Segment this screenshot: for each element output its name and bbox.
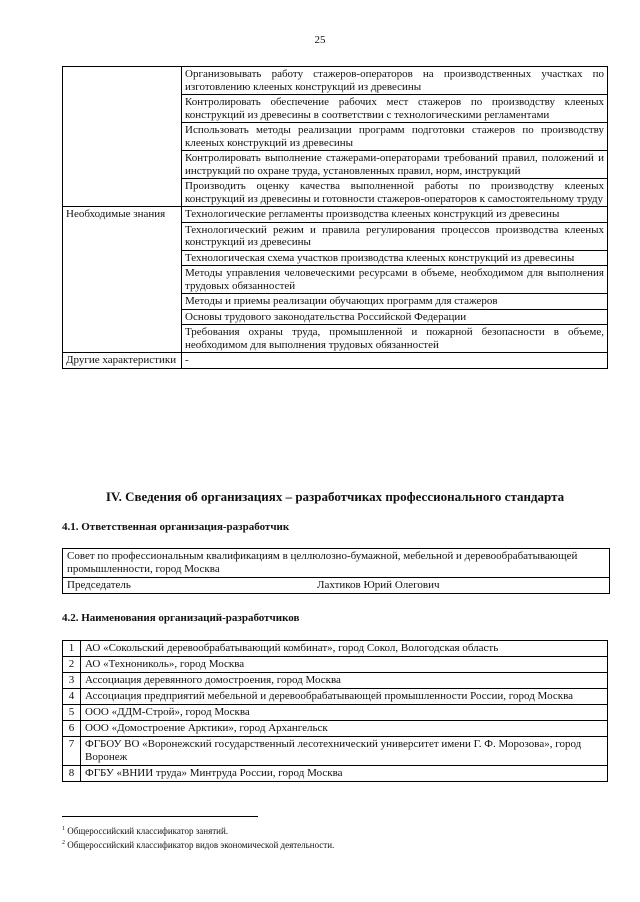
table-row <box>63 766 608 782</box>
table-row <box>63 705 608 721</box>
requirement-cell: Технологический режим и правила регулирования процессов производства клееных конструкций из древесины <box>182 222 608 250</box>
developer-name: ООО «Домостроение Арктики», город Архангельск <box>81 721 608 737</box>
requirement-cell: Использовать методы реализации программ подготовки стажеров по производству клееных конструкций из древесины <box>182 123 608 151</box>
developer-name: ФГБОУ ВО «Воронежский государственный лесотехнический университет имени Г. Ф. Морозова», город Воронеж <box>81 737 608 766</box>
responsible-org-representative <box>63 578 609 593</box>
page-number: 25 <box>314 34 326 46</box>
table-row <box>63 673 608 689</box>
section-title: IV. Сведения об организациях – разработчиках профессионального стандарта <box>105 489 565 504</box>
responsible-org-box <box>62 548 610 594</box>
table-row <box>63 689 608 705</box>
requirement-cell: Производить оценку качества выполненной работы по производству клееных конструкций из древесины и готовности стажеров-операторов к самостоятельному труду <box>182 179 608 207</box>
developer-name: ФГБУ «ВНИИ труда» Минтруда России, город Москва <box>81 766 608 782</box>
footnote-separator <box>62 816 258 817</box>
responsible-org-name: Совет по профессиональным квалификациям в целлюлозно-бумажной, мебельной и деревообрабатывающей промышленности, город Москва <box>63 549 609 578</box>
footnote <box>62 823 334 837</box>
developer-number: 3 <box>63 673 81 689</box>
requirement-cell: Технологические регламенты производства клееных конструкций из древесины <box>182 207 608 223</box>
requirements-table <box>62 66 608 369</box>
requirement-cell: - <box>182 353 608 369</box>
footnote-text: Общероссийский классификатор видов экономической деятельности. <box>67 840 335 850</box>
footnote <box>62 837 334 851</box>
requirement-cell: Технологическая схема участков производства клееных конструкций из древесины <box>182 250 608 266</box>
requirement-cell: Контролировать обеспечение рабочих мест стажеров по производству клееных конструкций из древесины в соответствии с технологическими регламентами <box>182 95 608 123</box>
other-characteristics-label: Другие характеристики <box>63 353 182 369</box>
requirement-cell: Требования охраны труда, промышленной и пожарной безопасности в объеме, необходимом для выполнения трудовых обязанностей <box>182 325 608 353</box>
developer-number: 1 <box>63 641 81 657</box>
representative-role: Председатель <box>67 579 131 591</box>
table-row <box>63 207 608 223</box>
developer-number: 8 <box>63 766 81 782</box>
developer-number: 7 <box>63 737 81 766</box>
developer-name: АО «Сокольский деревообрабатывающий комбинат», город Сокол, Вологодская область <box>81 641 608 657</box>
table-row <box>63 721 608 737</box>
requirement-cell: Контролировать выполнение стажерами-операторами требований правил, положений и инструкций по охране труда, установленных правил, норм, инструкций <box>182 151 608 179</box>
representative-name: Лахтиков Юрий Олегович <box>317 579 440 591</box>
developer-name: Ассоциация деревянного домостроения, город Москва <box>81 673 608 689</box>
requirement-cell: Методы и приемы реализации обучающих программ для стажеров <box>182 294 608 310</box>
row-label-cell <box>63 67 182 207</box>
developer-name: АО «Технониколь», город Москва <box>81 657 608 673</box>
developer-number: 5 <box>63 705 81 721</box>
table-row <box>63 67 608 95</box>
table-row <box>63 657 608 673</box>
footnote-text: Общероссийский классификатор занятий. <box>67 826 229 836</box>
table-row <box>63 641 608 657</box>
developer-name: ООО «ДДМ-Строй», город Москва <box>81 705 608 721</box>
requirement-cell: Методы управления человеческими ресурсами в объеме, необходимом для выполнения трудовых обязанностей <box>182 266 608 294</box>
subsection-title-responsible: 4.1. Ответственная организация-разработчик <box>62 521 290 533</box>
footnote-mark: 1 <box>62 826 65 832</box>
developer-number: 6 <box>63 721 81 737</box>
developer-number: 4 <box>63 689 81 705</box>
footnotes <box>62 823 334 851</box>
required-knowledge-label: Необходимые знания <box>63 207 182 353</box>
subsection-title-developers: 4.2. Наименования организаций-разработчиков <box>62 612 300 624</box>
table-row <box>63 737 608 766</box>
table-row <box>63 353 608 369</box>
developer-number: 2 <box>63 657 81 673</box>
requirement-cell: Основы трудового законодательства Российской Федерации <box>182 309 608 325</box>
developers-table <box>62 640 608 782</box>
developer-name: Ассоциация предприятий мебельной и деревообрабатывающей промышленности России, город Москва <box>81 689 608 705</box>
footnote-mark: 2 <box>62 840 65 846</box>
requirement-cell: Организовывать работу стажеров-операторов на производственных участках по изготовлению клееных конструкций из древесины <box>182 67 608 95</box>
